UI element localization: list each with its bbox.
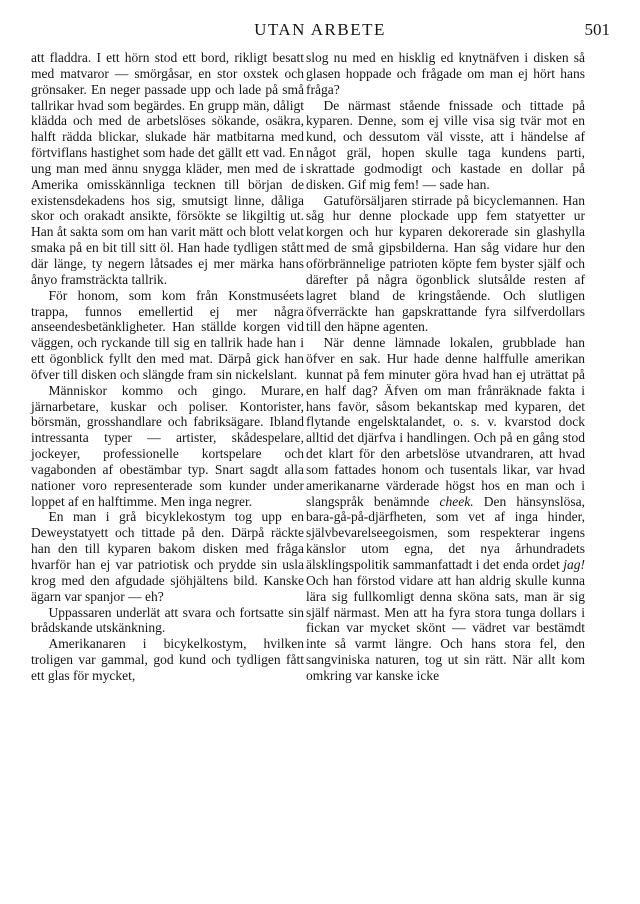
paragraph-text: När denne lämnade lokalen, grubblade han öfver en sak. Hur hade denne halffulle amerikan kunnat på fem minuter göra hvad han ej uträttat på en half dag? Äfven om man frånräknade fakta i hans favör, såsom bekantskap med kyparen, det flytande engelsktalandet, o. s. v. kvarstod dock alltid det djärfva i handlingen. Och på en gång stod det klart för den arbetslöse utvandraren, att hvad som fattades honom och tusentals likar, var hvad amerikanarne värderade högst hos en man och i slangspråk benämnde <box>306 335 585 509</box>
paragraph-text: Den hänsynslösa, bara-gå-på-djärfheten, som vet af inga hinder, självbevarelseegoismen, som respekterar ingens känslor utom egna, det nya århundradets älsklingspolitik sammanfattadt i det enda ordet <box>306 493 585 572</box>
left-column <box>31 50 304 684</box>
page-number: 501 <box>584 20 610 39</box>
paragraph-text: Och han förstod vidare att han aldrig skulle kunna lära sig fullkomligt denna sköna sats, man är sig själf närmast. Men att ha fyra stora tunga dollars i fickan var mycket skönt — vädret var bestämdt inte så varmt längre. Och hans stora fel, den sangviniska naturen, tog ut sin rätt. När allt kom omkring var kanske icke <box>306 572 585 683</box>
paragraph: Amerikanaren i bicykelkostym, hvilken troligen var gammal, god kund och tydligen fått ett glas för mycket, <box>31 636 304 683</box>
paragraph: För honom, som kom från Konstmuséets trappa, funnos emellertid ej mer några anseendesbetänkligheter. Han ställde korgen vid väggen, och ryckande till sig en tallrik hade han i ett ögonblick fyllt den med mat. Därpå gick han öfver till disken och slängde fram sin nickelslant. <box>31 287 304 382</box>
right-column <box>306 50 585 684</box>
paragraph: Människor kommo och gingo. Murare, järnarbetare, kuskar och poliser. Kontorister, börsmän, grosshandlare och fabriksägare. Ibland intressanta typer — artister, skådespelare, jockeyer, professionelle kortspelare och vagabonden af obestämbar typ. Snart sagdt alla nationer voro representerade som kunder under loppet af en halftimme. Men inga negrer. <box>31 382 304 509</box>
paragraph: En man i grå bicyklekostym tog upp en Deweystatyett och tittade på den. Därpå räckte han den till kyparen bakom disken med fråga hvarför han ej var patriotisk och prydde sin usla krog med den afgudade sjöhjältens bild. Kanske ägarn var spanjor — eh? <box>31 509 304 604</box>
emphasis-word: jag! <box>563 557 585 572</box>
paragraph: Uppassaren underlät att svara och fortsatte sin brådskande utskänkning. <box>31 604 304 636</box>
emphasis-word: cheek. <box>439 493 474 509</box>
paragraph: De närmast stående fnissade och tittade på kyparen. Denne, som ej ville visa sig tvär mot en kund, och dessutom väl visste, att i händelse af något gräl, hopen skulle taga kundens parti, skrattade godmodigt och kastade en dollar på disken. Gif mig fem! — sade han. <box>306 97 585 192</box>
chapter-title: UTAN ARBETE <box>254 20 386 39</box>
paragraph: slog nu med en hisklig ed knytnäfven i disken så glasen hoppade och frågade om man ej hört hans fråga? <box>306 50 585 97</box>
paragraph: Gatuförsäljaren stirrade på bicyclemannen. Han såg hur denne plockade upp fem statyetter ur korgen och hur kyparen dekorerade sin glashylla med de små gipsbilderna. Han såg vidare hur den oförbrännelige patrioten köpte fem byster själf och därefter på några ögonblick slutsålde resten af lagret bland de kringstående. Och slutligen öfverräckte han gapskrattande fyra silfverdollars till den häpne agenten. <box>306 192 585 335</box>
paragraph: att fladdra. I ett hörn stod ett bord, rikligt besatt med matvaror — smörgåsar, en stor oxstek och grönsaker. En neger passade upp och lade på små tallrikar hvad som begärdes. En grupp män, dåligt klädda och med de arbetslöses sökande, osäkra, halft rädda blickar, slukade här matbitarna med förtviflans hastighet som hade det gällt ett vad. En ung man med ännu snygga kläder, men med de i Amerika omisskännliga tecknen till början de existensdekadens hos sig, smutsigt linne, dåliga skor och orakadt ansikte, försökte se likgiltig ut. Han åt sakta som om han varit mätt och blott velat smaka på en bit till sitt öl. Han hade tydligen stått där länge, ty negern låtsades ej mer märka hans ånyo framsträckta tallrik. <box>31 50 304 287</box>
paragraph <box>306 335 585 684</box>
running-head <box>30 20 610 44</box>
